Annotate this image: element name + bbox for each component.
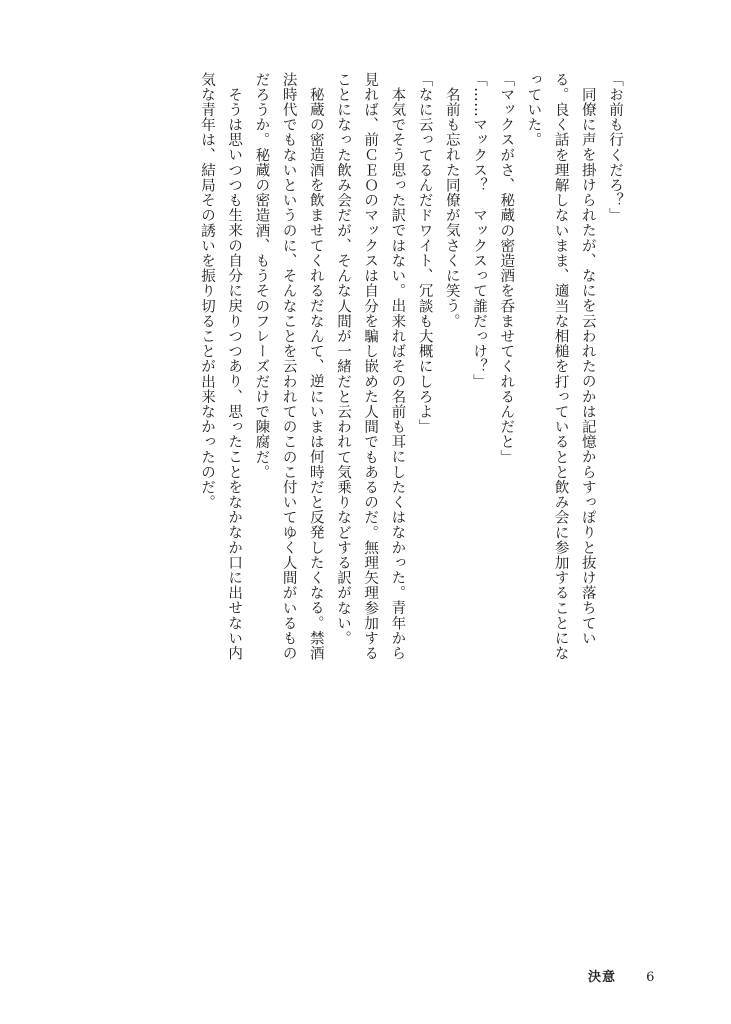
paragraph: 名前も忘れた同僚が気さくに笑う。 <box>443 86 460 329</box>
paragraph: そうは思いつつも生来の自分に戻りつつあり、思ったことをなかなか口に出せない内気な青年は、結局その誘いを振り切ることが出来なかったのだ。 <box>198 72 243 661</box>
paragraph: 「……マックス？ マックスって誰だっけ？」 <box>470 72 487 390</box>
page-number: 6 <box>646 970 655 985</box>
paragraph: 本気でそう思った訳ではない。出来ればその名前も耳にしたくはなかった。青年から見れば、前ＣＥＯのマックスは自分を騙し嵌めた人間でもあるのだ。無理矢理参加することになった飲み会だが、そんな人間が一緒だと云われて気乗りなどする訳がない。 <box>334 72 406 661</box>
paragraph: 秘蔵の密造酒を飲ませてくれるだなんて、逆にいまは何時だと反発したくなる。禁酒法時代でもないというのに、そんなことを云われてのこのこ付いてゆく人間がいるものだろうか。秘蔵の密造酒、もうそのフレーズだけで陳腐だ。 <box>253 72 324 661</box>
chapter-title: 決意 <box>588 970 617 985</box>
paragraph: 「マックスがさ、秘蔵の密造酒を呑ませてくれるんだと」 <box>498 72 515 465</box>
vertical-text-block <box>168 72 628 672</box>
paragraph: 同僚に声を掛けられたが、なにを云われたのかは記憶からすっぽりと抜け落ちている。良く話を理解しないまま、適当な相槌を打っているとと飲み会に参加することになっていた。 <box>525 72 596 661</box>
paragraph: 「お前も行くだろ？」 <box>607 72 623 223</box>
paragraph: 「なに云ってるんだドワイト、冗談も大概にしろよ」 <box>416 72 433 435</box>
page-footer <box>588 966 654 985</box>
